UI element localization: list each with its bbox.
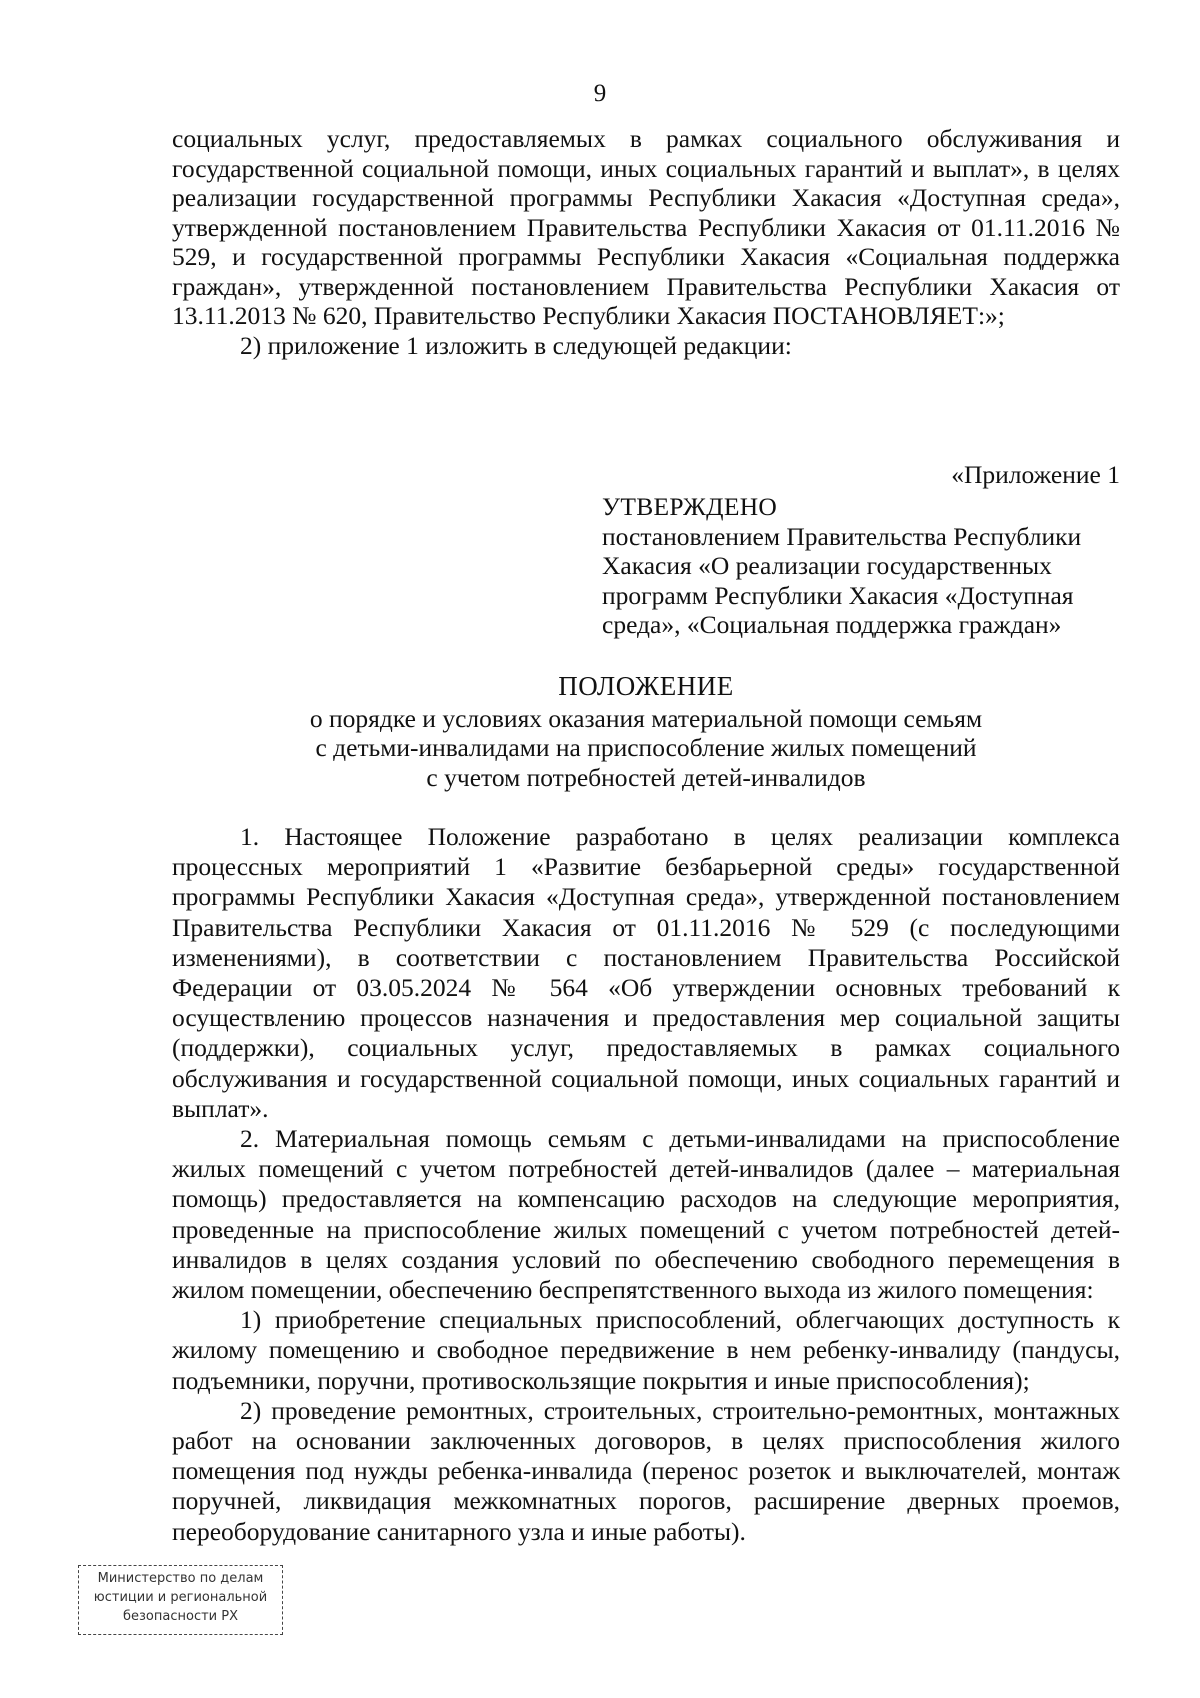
intro-item-2: 2) приложение 1 изложить в следующей редакции: (240, 330, 792, 360)
intro-block (172, 124, 1120, 360)
regulation-body (172, 822, 1120, 1547)
approved-heading: УТВЕРЖДЕНО (602, 492, 778, 521)
approved-line: программ Республики Хакасия «Доступная (602, 580, 1074, 610)
paragraph-2-item-1: 1) приобретение специальных приспособлений, облегчающих доступность к жилому помещению и свободное передвижение в нем ребенку-инвалиду (пандусы, подъемники, поручни, противоскользящие покрытия и иные приспособления); (172, 1305, 1120, 1395)
appendix-label: «Приложение 1 (951, 460, 1120, 489)
intro-continuation-paragraph: социальных услуг, предоставляемых в рамках социального обслуживания и государственной социальной помощи, иных социальных гарантий и выплат», в целях реализации государственной программы Республики Хакасия «Доступная среда», утвержденной постановлением Правительства Республики Хакасия от 01.11.2016 № 529, и государственной программы Республики Хакасия «Социальная поддержка граждан», утвержденной постановлением Правительства Республики Хакасия от 13.11.2013 № 620, Правительство Республики Хакасия ПОСТАНОВЛЯЕТ:»; (172, 124, 1120, 330)
paragraph-1: 1. Настоящее Положение разработано в целях реализации комплекса процессных мероприятий 1 «Развитие безбарьерной среды» государственной программы Республики Хакасия «Доступная среда», утвержденной постановлением Правительства Республики Хакасия от 01.11.2016 № 529 (с последующими изменениями), в соответствии с постановлением Правительства Российской Федерации от 03.05.2024 № 564 «Об утверждении основных требований к осуществлению процессов назначения и предоставления мер социальной защиты (поддержки), социальных услуг, предоставляемых в рамках социального обслуживания и государственной социальной помощи, иных социальных гарантий и выплат». (172, 822, 1120, 1123)
approved-line: постановлением Правительства Республики (602, 521, 1082, 551)
paragraph-2-item-2: 2) проведение ремонтных, строительных, строительно-ремонтных, монтажных работ на основании заключенных договоров, в целях приспособления жилого помещения под нужды ребенка-инвалида (перенос розеток и выключателей, монтаж поручней, ликвидация межкомнатных порогов, расширение дверных проемов, переоборудование санитарного узла и иные работы). (172, 1395, 1120, 1546)
stamp-line: Министерство по делам (97, 1571, 264, 1586)
stamp-line: безопасности РХ (123, 1609, 238, 1624)
approved-line: Хакасия «О реализации государственных (602, 551, 1052, 580)
approval-block (602, 492, 1122, 640)
regulation-subtitle-line: о порядке и условиях оказания материальной помощи семьям (309, 703, 983, 733)
ministry-stamp (78, 1565, 283, 1635)
regulation-subtitle-line: с учетом потребностей детей-инвалидов (426, 762, 866, 792)
regulation-subtitle-line: с детьми-инвалидами на приспособление жилых помещений (315, 733, 977, 762)
paragraph-2: 2. Материальная помощь семьям с детьми-инвалидами на приспособление жилых помещений с учетом потребностей детей-инвалидов (далее – материальная помощь) предоставляется на компенсацию расходов на следующие мероприятия, проведенные на приспособление жилых помещений с учетом потребностей детей-инвалидов в целях создания условий по обеспечению свободного перемещения в жилом помещении, обеспечению беспрепятственного выхода из жилого помещения: (172, 1124, 1120, 1305)
page-number: 9 (593, 80, 607, 107)
regulation-title: ПОЛОЖЕНИЕ (558, 671, 734, 701)
regulation-title-block (172, 672, 1120, 792)
approved-line: среда», «Социальная поддержка граждан» (602, 610, 1062, 639)
stamp-line: юстиции и региональной (93, 1590, 268, 1605)
